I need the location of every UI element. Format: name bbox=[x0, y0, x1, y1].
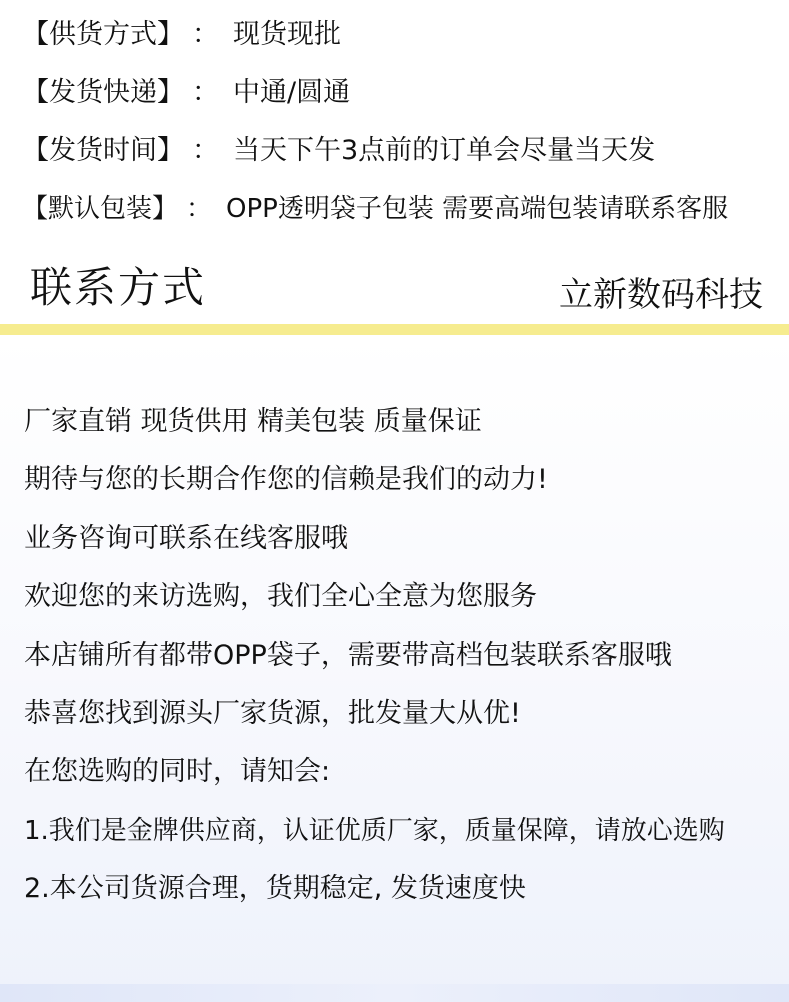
spec-value: 中通/圆通 bbox=[233, 77, 351, 108]
notice-line: 本店铺所有都带OPP袋子，需要带高档包装联系客服哦 bbox=[24, 640, 672, 671]
spec-value: 现货现批 bbox=[233, 19, 341, 50]
spec-separator: ： bbox=[186, 194, 213, 224]
notice-line: 期待与您的长期合作您的信赖是我们的动力! bbox=[24, 464, 548, 495]
bottom-decorative-strip bbox=[0, 984, 789, 1002]
spec-label: 【发货时间】 bbox=[22, 135, 184, 166]
spec-row-supply-method bbox=[22, 15, 341, 55]
spec-separator: ： bbox=[192, 77, 219, 108]
spec-label: 【供货方式】 bbox=[22, 19, 184, 50]
spec-label: 【默认包装】 bbox=[22, 194, 179, 224]
spec-row-ship-time bbox=[22, 131, 655, 171]
spec-row-packaging bbox=[22, 189, 728, 229]
yellow-divider-bar bbox=[0, 324, 789, 335]
spec-value: 当天下午3点前的订单会尽量当天发 bbox=[233, 135, 656, 166]
contact-section-title: 联系方式 bbox=[30, 263, 207, 312]
notice-line: 恭喜您找到源头厂家货源，批发量大从优! bbox=[24, 698, 521, 729]
shipping-info-section bbox=[0, 0, 789, 335]
spec-separator: ： bbox=[192, 19, 219, 50]
spec-label: 【发货快递】 bbox=[22, 77, 184, 108]
brand-name: 立新数码科技 bbox=[559, 275, 763, 315]
spec-row-courier bbox=[22, 73, 350, 113]
spec-value: OPP透明袋子包装 需要高端包装请联系客服 bbox=[226, 194, 729, 224]
spec-separator: ： bbox=[192, 135, 219, 166]
notice-line: 欢迎您的来访选购，我们全心全意为您服务 bbox=[24, 581, 537, 612]
notice-line: 2.本公司货源合理，货期稳定, 发货速度快 bbox=[24, 873, 526, 904]
notice-line: 在您选购的同时，请知会: bbox=[24, 756, 331, 787]
notice-line: 业务咨询可联系在线客服哦 bbox=[24, 523, 348, 554]
notice-line: 厂家直销 现货供用 精美包装 质量保证 bbox=[24, 406, 482, 437]
notice-line: 1.我们是金牌供应商，认证优质厂家，质量保障，请放心选购 bbox=[24, 816, 725, 846]
